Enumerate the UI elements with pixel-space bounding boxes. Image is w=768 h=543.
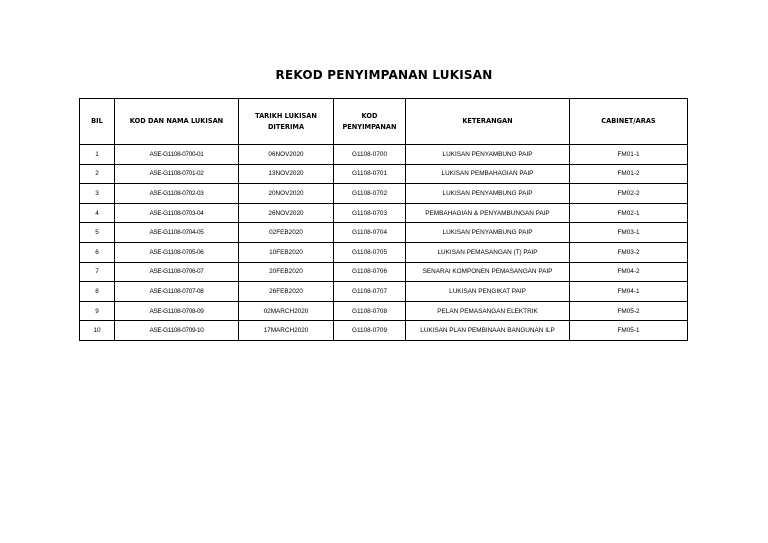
cell-bil: 3 — [80, 184, 115, 204]
cell-kod-lukisan: ASE-G1108-0703-04 — [115, 203, 239, 223]
cell-bil: 6 — [80, 242, 115, 262]
cell-kod-lukisan: ASE-G1108-0707-08 — [115, 282, 239, 302]
cell-cabinet: FM05-1 — [570, 321, 688, 341]
cell-keterangan: LUKISAN PENYAMBUNG PAIP — [406, 145, 570, 165]
cell-keterangan: LUKISAN PLAN PEMBINAAN BANGUNAN ILP — [406, 321, 570, 341]
cell-keterangan: LUKISAN PENYAMBUNG PAIP — [406, 223, 570, 243]
table-row — [80, 145, 688, 165]
cell-keterangan: LUKISAN PENYAMBUNG PAIP — [406, 184, 570, 204]
cell-kod-penyimpanan: G1108-0703 — [334, 203, 406, 223]
cell-cabinet: FM04-1 — [570, 282, 688, 302]
cell-kod-penyimpanan: G1108-0706 — [334, 262, 406, 282]
cell-cabinet: FM05-2 — [570, 301, 688, 321]
cell-cabinet: FM03-2 — [570, 242, 688, 262]
table-row — [80, 321, 688, 341]
cell-keterangan: PELAN PEMASANGAN ELEKTRIK — [406, 301, 570, 321]
header-tarikh-diterima: TARIKH LUKISAN DITERIMA — [239, 99, 334, 145]
cell-cabinet: FM03-1 — [570, 223, 688, 243]
cell-kod-lukisan: ASE-G1108-0709-10 — [115, 321, 239, 341]
table-row — [80, 262, 688, 282]
cell-kod-penyimpanan: G1108-0707 — [334, 282, 406, 302]
cell-keterangan: LUKISAN PEMASANGAN (T) PAIP — [406, 242, 570, 262]
cell-kod-lukisan: ASE-G1108-0700-01 — [115, 145, 239, 165]
table-body — [80, 145, 688, 341]
header-keterangan: KETERANGAN — [406, 99, 570, 145]
cell-kod-penyimpanan: G1108-0708 — [334, 301, 406, 321]
records-table — [79, 98, 688, 341]
cell-kod-penyimpanan: G1108-0700 — [334, 145, 406, 165]
cell-kod-penyimpanan: G1108-0702 — [334, 184, 406, 204]
cell-cabinet: FM04-2 — [570, 262, 688, 282]
table-row — [80, 282, 688, 302]
cell-kod-lukisan: ASE-G1108-0702-03 — [115, 184, 239, 204]
cell-cabinet: FM01-1 — [570, 145, 688, 165]
cell-bil: 4 — [80, 203, 115, 223]
header-bil: BIL — [80, 99, 115, 145]
cell-bil: 2 — [80, 164, 115, 184]
cell-bil: 9 — [80, 301, 115, 321]
page-title: REKOD PENYIMPANAN LUKISAN — [275, 68, 493, 82]
cell-kod-penyimpanan: G1108-0705 — [334, 242, 406, 262]
header-kod-penyimpanan: KOD PENYIMPANAN — [334, 99, 406, 145]
cell-kod-lukisan: ASE-G1108-0708-09 — [115, 301, 239, 321]
cell-cabinet: FM01-2 — [570, 164, 688, 184]
cell-kod-penyimpanan: G1108-0709 — [334, 321, 406, 341]
cell-keterangan: SENARAI KOMPONEN PEMASANGAN PAIP — [406, 262, 570, 282]
cell-bil: 10 — [80, 321, 115, 341]
cell-tarikh: 17MARCH2020 — [239, 321, 334, 341]
cell-tarikh: 02MARCH2020 — [239, 301, 334, 321]
cell-kod-lukisan: ASE-G1108-0705-06 — [115, 242, 239, 262]
cell-bil: 5 — [80, 223, 115, 243]
header-cabinet-aras: CABINET/ARAS — [570, 99, 688, 145]
cell-tarikh: 06NOV2020 — [239, 145, 334, 165]
cell-tarikh: 02FEB2020 — [239, 223, 334, 243]
header-kod-nama-lukisan: KOD DAN NAMA LUKISAN — [115, 99, 239, 145]
cell-kod-lukisan: ASE-G1108-0706-07 — [115, 262, 239, 282]
cell-tarikh: 26NOV2020 — [239, 203, 334, 223]
cell-tarikh: 20NOV2020 — [239, 184, 334, 204]
cell-bil: 1 — [80, 145, 115, 165]
cell-kod-penyimpanan: G1108-0701 — [334, 164, 406, 184]
table-row — [80, 242, 688, 262]
cell-tarikh: 13NOV2020 — [239, 164, 334, 184]
table-row — [80, 203, 688, 223]
table-row — [80, 223, 688, 243]
cell-cabinet: FM02-2 — [570, 184, 688, 204]
cell-kod-lukisan: ASE-G1108-0704-05 — [115, 223, 239, 243]
cell-keterangan: LUKISAN PENGIKAT PAIP — [406, 282, 570, 302]
table-row — [80, 184, 688, 204]
cell-tarikh: 20FEB2020 — [239, 262, 334, 282]
cell-keterangan: PEMBAHAGIAN & PENYAMBUNGAN PAIP — [406, 203, 570, 223]
cell-cabinet: FM02-1 — [570, 203, 688, 223]
cell-kod-lukisan: ASE-G1108-0701-02 — [115, 164, 239, 184]
cell-bil: 8 — [80, 282, 115, 302]
cell-kod-penyimpanan: G1108-0704 — [334, 223, 406, 243]
cell-tarikh: 10FEB2020 — [239, 242, 334, 262]
table-row — [80, 164, 688, 184]
header-row — [80, 99, 688, 145]
cell-tarikh: 26FEB2020 — [239, 282, 334, 302]
cell-bil: 7 — [80, 262, 115, 282]
cell-keterangan: LUKISAN PEMBAHAGIAN PAIP — [406, 164, 570, 184]
table-row — [80, 301, 688, 321]
